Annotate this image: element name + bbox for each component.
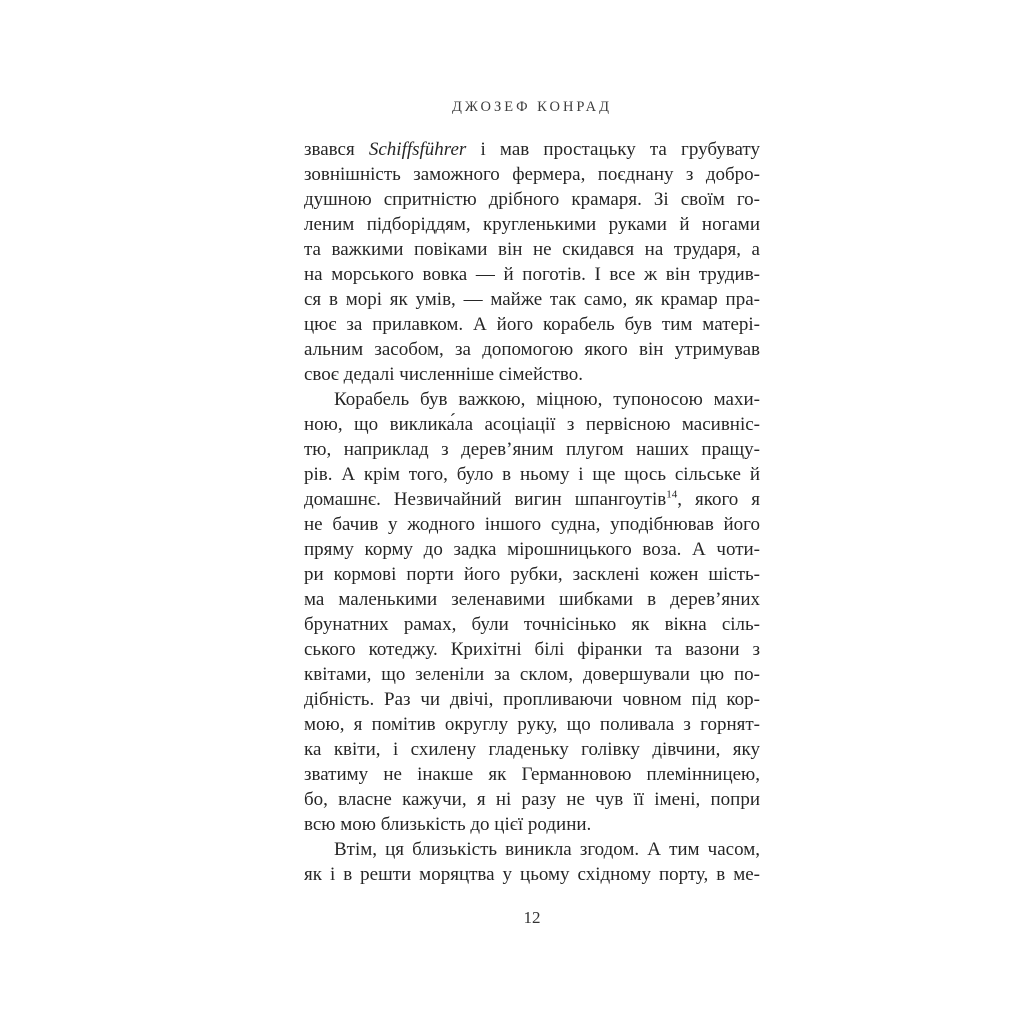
text-line: альним засобом, за допомогою якого він утримував [304, 339, 760, 360]
text-line: на морського вовка — й поготів. І все ж він трудив- [304, 264, 760, 285]
text-line: бо, власне кажучи, я ні разу не чув її імені, попри [304, 789, 760, 810]
text-line: ка квіти, і схилену гладеньку голівку дівчини, яку [304, 739, 760, 760]
body-text [304, 137, 760, 887]
page-number: 12 [523, 908, 541, 927]
text-line: як і в решти моряцтва у цьому східному порту, в ме- [304, 864, 760, 885]
text-run: і мав простацьку та грубувату [466, 139, 760, 160]
text-line [304, 487, 760, 512]
running-header: ДЖОЗЕФ КОНРАД [451, 99, 613, 115]
text-run: , якого я [677, 489, 760, 510]
text-line: своє дедалі численніше сімейство. [304, 364, 583, 385]
paragraph-2 [304, 387, 760, 837]
text-line: Корабель був важкою, міцною, тупоносою махи- [334, 389, 760, 410]
text-line: цює за прилавком. А його корабель був тим матері- [304, 314, 760, 335]
text-line: тю, наприклад з дерев’яним плугом наших пращу- [304, 439, 760, 460]
text-run: звався [304, 139, 369, 160]
text-line: ма маленькими зеленавими шибками в дерев’яних [304, 589, 760, 610]
text-line: ною, що виклика́ла асоціації з первісною масивніс- [304, 414, 760, 435]
text-line: пряму корму до задка мірошницького воза. А чоти- [304, 539, 760, 560]
ship-name-italic: Schiffsführer [368, 139, 467, 160]
text-line: зовнішність заможного фермера, поєднану з добро- [304, 164, 760, 185]
text-line: ського котеджу. Крихітні білі фіранки та вазони з [304, 639, 760, 660]
text-line: леним підборіддям, кругленькими руками й ногами [304, 214, 760, 235]
text-line: не бачив у жодного іншого судна, уподібнював його [304, 514, 760, 535]
paragraph-3 [304, 837, 760, 887]
text-line: дібність. Раз чи двічі, пропливаючи човном під кор- [304, 689, 760, 710]
text-line [304, 137, 760, 162]
text-line: мою, я помітив округлу руку, що поливала з горнят- [304, 714, 760, 735]
text-line: всю мою близькість до цієї родини. [304, 814, 592, 835]
text-line: ри кормові порти його рубки, засклені кожен шість- [304, 564, 760, 585]
text-column [304, 99, 760, 928]
text-line: рів. А крім того, було в ньому і ще щось сільське й [304, 464, 760, 485]
text-line: квітами, що зеленіли за склом, довершували цю по- [304, 664, 760, 685]
text-run: домашнє. Незвичайний вигин шпангоутів [304, 489, 667, 510]
text-line: ся в морі як умів, — майже так само, як крамар пра- [304, 289, 760, 310]
footnote-ref-14: 14 [666, 488, 678, 501]
text-line: душною спритністю дрібного крамаря. Зі своїм го- [304, 189, 760, 210]
text-line: брунатних рамах, були точнісінько як вікна сіль- [304, 614, 760, 635]
text-line: Втім, ця близькість виникла згодом. А тим часом, [334, 839, 760, 860]
text-line: та важкими повіками він не скидався на трударя, а [304, 239, 760, 260]
paragraph-1 [304, 137, 760, 387]
text-line: зватиму не інакше як Германновою племінницею, [304, 764, 760, 785]
